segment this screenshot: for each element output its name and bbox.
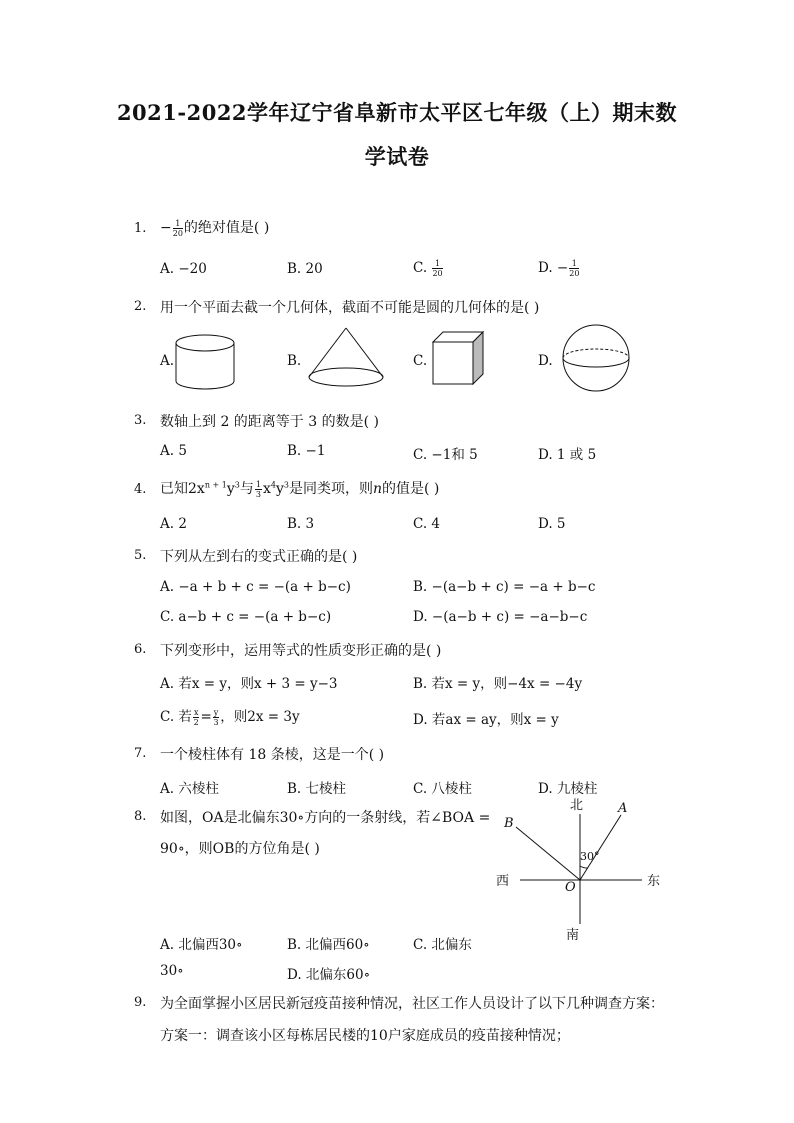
cone-figure: [309, 328, 383, 386]
q4-number: 4.: [134, 482, 147, 497]
ray-oa: [580, 815, 621, 880]
cylinder-figure: [176, 335, 234, 389]
q7-option-b[interactable]: B. 七棱柱: [287, 781, 347, 797]
q8-stem-line-1: 如图，OA是北偏东30∘方向的一条射线，若∠BOA =: [160, 810, 491, 826]
q6-option-b[interactable]: B. 若x = y，则−4x = −4y: [413, 676, 583, 692]
q2-number: 2.: [134, 299, 147, 314]
sphere-figure: [563, 325, 629, 391]
q7-option-a[interactable]: A. 六棱柱: [160, 781, 219, 797]
q8-option-c[interactable]: C. 北偏东: [413, 937, 472, 953]
q7-stem: 一个棱柱体有 18 条棱，这是一个( ): [160, 747, 385, 763]
q8-option-b[interactable]: B. 北偏西60∘: [287, 937, 370, 953]
q1-text: 的绝对值是( ): [183, 220, 270, 236]
fig-label-o: O: [565, 880, 576, 895]
q1-option-a[interactable]: A. −20: [160, 261, 207, 277]
q8-direction-figure: [516, 814, 642, 924]
q2-option-a[interactable]: A.: [160, 353, 175, 369]
q9-number: 9.: [134, 995, 147, 1010]
q5-option-a[interactable]: A. −a + b + c = −(a + b−c): [160, 579, 351, 595]
q7-option-c[interactable]: C. 八棱柱: [413, 781, 472, 797]
q3-option-c[interactable]: C. −1和 5: [413, 447, 478, 463]
q5-option-d[interactable]: D. −(a−b + c) = −a−b−c: [413, 609, 588, 625]
q2-option-b[interactable]: B.: [287, 353, 302, 369]
q1-option-d[interactable]: D. − $\frac{1}{20}$: [538, 259, 580, 278]
q4-option-b[interactable]: B. 3: [287, 516, 315, 532]
q1-option-b[interactable]: B. 20: [287, 261, 323, 277]
q8-option-a[interactable]: A. 北偏西30∘: [160, 937, 243, 953]
q8-number: 8.: [134, 809, 147, 824]
q6-stem: 下列变形中，运用等式的性质变形正确的是( ): [160, 643, 442, 659]
q2-stem: 用一个平面去截一个几何体，截面不可能是圆的几何体的是( ): [160, 300, 540, 316]
page-title-line-2: 学试卷: [364, 144, 430, 169]
q6-option-c[interactable]: C. 若 $\frac{x}{2}$ = $\frac{y}{3}$ ，则2x = 3y: [160, 708, 300, 727]
q5-stem: 下列从左到右的变式正确的是( ): [160, 549, 358, 565]
fig-label-north: 北: [570, 798, 584, 813]
q1-fraction: $\frac{1}{20}$: [172, 218, 183, 238]
fig-label-west: 西: [496, 874, 510, 889]
q4-option-d[interactable]: D. 5: [538, 516, 566, 532]
q7-number: 7.: [134, 746, 147, 761]
q4-option-a[interactable]: A. 2: [160, 516, 187, 532]
q1-option-c[interactable]: C. $\frac{1}{20}$: [413, 259, 443, 278]
q8-option-c-continued: 30∘: [160, 963, 184, 979]
q5-number: 5.: [134, 548, 147, 563]
q2-option-d[interactable]: D.: [538, 353, 553, 369]
q8-stem-line-2: 90∘，则OB的方位角是( ): [160, 841, 320, 857]
q3-option-d[interactable]: D. 1 或 5: [538, 447, 597, 463]
ray-ob: [516, 827, 580, 880]
page-title-line-1: 2021-2022学年辽宁省阜新市太平区七年级（上）期末数: [116, 100, 678, 125]
q2-option-c[interactable]: C.: [413, 353, 428, 369]
q6-option-d[interactable]: D. 若ax = ay，则x = y: [413, 712, 559, 728]
q7-option-d[interactable]: D. 九棱柱: [538, 781, 598, 797]
q3-stem: 数轴上到 2 的距离等于 3 的数是( ): [160, 414, 379, 430]
cube-figure: [433, 332, 483, 384]
q4-stem: 已知$2x^{n + 1}y^3$与 $\frac{1}{3}$ $x^4y^3$是同类项，则n的值是( ): [160, 479, 440, 499]
q4-option-c[interactable]: C. 4: [413, 516, 441, 532]
q5-option-c[interactable]: C. a−b + c = −(a + b−c): [160, 609, 332, 625]
q3-option-a[interactable]: A. 5: [160, 443, 187, 459]
q1-minus: −: [160, 220, 172, 236]
q9-plan-1: 方案一：调查该小区每栋居民楼的10户家庭成员的疫苗接种情况；: [160, 1028, 570, 1044]
fig-label-east: 东: [647, 874, 661, 889]
q6-option-a[interactable]: A. 若x = y，则x + 3 = y−3: [160, 676, 338, 692]
fig-label-b: B: [504, 816, 514, 831]
q3-number: 3.: [134, 413, 147, 428]
q8-option-d[interactable]: D. 北偏东60∘: [287, 967, 371, 983]
fig-label-south: 南: [566, 928, 580, 943]
q6-number: 6.: [134, 642, 147, 657]
fig-label-angle: 30°: [580, 850, 600, 863]
q3-option-b[interactable]: B. −1: [287, 443, 326, 459]
q1-number: 1.: [134, 221, 147, 236]
q5-option-b[interactable]: B. −(a−b + c) = −a + b−c: [413, 579, 596, 595]
fig-label-a: A: [618, 801, 628, 816]
q9-stem: 为全面掌握小区居民新冠疫苗接种情况，社区工作人员设计了以下几种调查方案：: [160, 996, 664, 1012]
